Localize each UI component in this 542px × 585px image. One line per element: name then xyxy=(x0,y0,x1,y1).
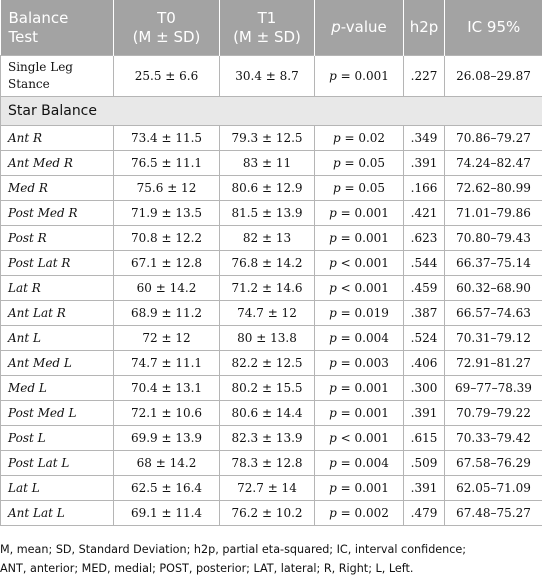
cell-p-text: = 0.05 xyxy=(340,156,386,170)
cell-ic95: 72.91–81.27 xyxy=(445,351,542,376)
header-p-value xyxy=(315,0,404,56)
cell-p-text: = 0.001 xyxy=(336,481,389,495)
cell-test: Lat R xyxy=(1,276,114,301)
table-header xyxy=(1,0,542,56)
cell-p-text: = 0.004 xyxy=(336,456,389,470)
cell-ic95: 67.58–76.29 xyxy=(445,451,542,476)
table-row xyxy=(1,501,542,526)
cell-test: Single Leg Stance xyxy=(1,56,114,97)
cell-h2p: .406 xyxy=(404,351,445,376)
cell-p-value xyxy=(315,151,404,176)
footnote-line-1: M, mean; SD, Standard Deviation; h2p, partial eta-squared; IC, interval confidence; xyxy=(0,543,467,556)
cell-p-value xyxy=(315,326,404,351)
cell-t1: 78.3 ± 12.8 xyxy=(220,451,315,476)
cell-p-text: < 0.001 xyxy=(336,281,389,295)
cell-p-value xyxy=(315,301,404,326)
cell-t0: 69.1 ± 11.4 xyxy=(114,501,220,526)
cell-p-value xyxy=(315,426,404,451)
cell-p-value xyxy=(315,376,404,401)
cell-p-symbol: p xyxy=(329,431,337,445)
cell-h2p: .300 xyxy=(404,376,445,401)
section-row-star-balance xyxy=(1,97,542,126)
table-footnote xyxy=(0,540,542,578)
cell-t0: 75.6 ± 12 xyxy=(114,176,220,201)
cell-ic95: 66.57–74.63 xyxy=(445,301,542,326)
cell-p-text: = 0.001 xyxy=(336,406,389,420)
cell-p-value xyxy=(315,126,404,151)
table-row xyxy=(1,376,542,401)
cell-h2p: .421 xyxy=(404,201,445,226)
cell-ic95: 62.05–71.09 xyxy=(445,476,542,501)
cell-t1: 76.2 ± 10.2 xyxy=(220,501,315,526)
table-row xyxy=(1,176,542,201)
cell-h2p: .479 xyxy=(404,501,445,526)
cell-t0: 73.4 ± 11.5 xyxy=(114,126,220,151)
table-row xyxy=(1,401,542,426)
cell-ic95: 67.48–75.27 xyxy=(445,501,542,526)
cell-h2p: .227 xyxy=(404,56,445,97)
header-p-symbol: p xyxy=(331,18,341,36)
cell-t0: 68.9 ± 11.2 xyxy=(114,301,220,326)
cell-p-symbol: p xyxy=(329,331,337,345)
header-balance-test-line2: Test xyxy=(8,27,39,46)
cell-t1: 71.2 ± 14.6 xyxy=(220,276,315,301)
cell-p-text: = 0.001 xyxy=(336,381,389,395)
cell-test: Post Lat L xyxy=(1,451,114,476)
cell-p-symbol: p xyxy=(332,131,341,145)
cell-t0: 68 ± 14.2 xyxy=(114,451,220,476)
cell-ic95: 70.31–79.12 xyxy=(445,326,542,351)
cell-test: Ant Lat R xyxy=(1,301,114,326)
cell-t0: 76.5 ± 11.1 xyxy=(114,151,220,176)
cell-p-text: = 0.004 xyxy=(336,331,389,345)
cell-ic95: 74.24–82.47 xyxy=(445,151,542,176)
cell-t0: 72 ± 12 xyxy=(114,326,220,351)
table-row xyxy=(1,126,542,151)
cell-t1: 80.2 ± 15.5 xyxy=(220,376,315,401)
cell-test: Lat L xyxy=(1,476,114,501)
cell-test: Ant R xyxy=(1,126,114,151)
cell-p-symbol: p xyxy=(329,206,337,220)
header-t0-line2: (M ± SD) xyxy=(132,27,201,46)
cell-p-value xyxy=(315,451,404,476)
cell-p-symbol: p xyxy=(329,306,337,320)
section-label: Star Balance xyxy=(1,97,542,126)
cell-ic95: 72.62–80.99 xyxy=(445,176,542,201)
cell-ic95: 60.32–68.90 xyxy=(445,276,542,301)
cell-p-value xyxy=(315,476,404,501)
cell-p-value xyxy=(315,276,404,301)
cell-p-value xyxy=(315,351,404,376)
cell-p-text: < 0.001 xyxy=(336,431,389,445)
cell-t1: 81.5 ± 13.9 xyxy=(220,201,315,226)
cell-p-text: = 0.001 xyxy=(336,69,389,83)
cell-p-symbol: p xyxy=(329,256,337,270)
cell-p-symbol: p xyxy=(329,481,337,495)
cell-t0: 70.8 ± 12.2 xyxy=(114,226,220,251)
header-t1-line2: (M ± SD) xyxy=(233,27,301,46)
cell-test: Ant L xyxy=(1,326,114,351)
cell-p-value xyxy=(315,501,404,526)
header-t1-line1: T1 xyxy=(257,8,277,27)
cell-h2p: .391 xyxy=(404,401,445,426)
cell-h2p: .166 xyxy=(404,176,445,201)
header-row xyxy=(1,0,542,56)
cell-t0: 72.1 ± 10.6 xyxy=(114,401,220,426)
cell-p-text: = 0.02 xyxy=(340,131,386,145)
cell-p-value xyxy=(315,56,404,97)
table-row xyxy=(1,226,542,251)
cell-t0: 62.5 ± 16.4 xyxy=(114,476,220,501)
cell-h2p: .459 xyxy=(404,276,445,301)
cell-p-value xyxy=(315,401,404,426)
cell-t1: 80 ± 13.8 xyxy=(220,326,315,351)
cell-t0: 69.9 ± 13.9 xyxy=(114,426,220,451)
header-ic95: IC 95% xyxy=(445,0,542,56)
cell-h2p: .524 xyxy=(404,326,445,351)
table-row xyxy=(1,351,542,376)
cell-h2p: .349 xyxy=(404,126,445,151)
header-p-suffix: -value xyxy=(340,18,387,36)
cell-h2p: .615 xyxy=(404,426,445,451)
cell-t1: 74.7 ± 12 xyxy=(220,301,315,326)
table-body xyxy=(1,56,542,526)
cell-test: Post L xyxy=(1,426,114,451)
cell-p-symbol: p xyxy=(329,231,337,245)
cell-ic95: 70.33–79.42 xyxy=(445,426,542,451)
header-t1 xyxy=(220,0,315,56)
cell-h2p: .391 xyxy=(404,476,445,501)
cell-p-symbol: p xyxy=(329,381,337,395)
header-t0 xyxy=(114,0,220,56)
cell-t0: 67.1 ± 12.8 xyxy=(114,251,220,276)
cell-p-text: < 0.001 xyxy=(336,256,389,270)
header-h2p: h2p xyxy=(404,0,445,56)
table-row xyxy=(1,201,542,226)
cell-p-value xyxy=(315,201,404,226)
cell-p-symbol: p xyxy=(329,456,337,470)
cell-test: Post Med L xyxy=(1,401,114,426)
table-row xyxy=(1,326,542,351)
cell-p-symbol: p xyxy=(332,156,341,170)
cell-t1: 82.3 ± 13.9 xyxy=(220,426,315,451)
cell-t1: 30.4 ± 8.7 xyxy=(220,56,315,97)
cell-p-symbol: p xyxy=(329,506,337,520)
cell-ic95: 71.01–79.86 xyxy=(445,201,542,226)
cell-t0: 60 ± 14.2 xyxy=(114,276,220,301)
cell-t0: 74.7 ± 11.1 xyxy=(114,351,220,376)
cell-test: Med R xyxy=(1,176,114,201)
cell-test: Med L xyxy=(1,376,114,401)
cell-h2p: .544 xyxy=(404,251,445,276)
cell-ic95: 70.80–79.43 xyxy=(445,226,542,251)
cell-p-symbol: p xyxy=(332,181,341,195)
cell-test: Post Lat R xyxy=(1,251,114,276)
table-row xyxy=(1,276,542,301)
cell-ic95: 69–77–78.39 xyxy=(445,376,542,401)
table-row xyxy=(1,251,542,276)
cell-p-symbol: p xyxy=(329,281,337,295)
cell-t1: 82 ± 13 xyxy=(220,226,315,251)
cell-t1: 80.6 ± 14.4 xyxy=(220,401,315,426)
cell-t1: 72.7 ± 14 xyxy=(220,476,315,501)
table-row xyxy=(1,476,542,501)
cell-test: Ant Lat L xyxy=(1,501,114,526)
cell-t0: 71.9 ± 13.5 xyxy=(114,201,220,226)
cell-p-text: = 0.019 xyxy=(336,306,389,320)
cell-p-symbol: p xyxy=(329,406,337,420)
cell-h2p: .623 xyxy=(404,226,445,251)
cell-h2p: .387 xyxy=(404,301,445,326)
cell-test: Post Med R xyxy=(1,201,114,226)
cell-t1: 80.6 ± 12.9 xyxy=(220,176,315,201)
table-row xyxy=(1,151,542,176)
cell-t0: 70.4 ± 13.1 xyxy=(114,376,220,401)
cell-t1: 76.8 ± 14.2 xyxy=(220,251,315,276)
cell-ic95: 70.79–79.22 xyxy=(445,401,542,426)
cell-p-symbol: p xyxy=(329,69,337,83)
header-t0-line1: T0 xyxy=(157,8,176,27)
cell-p-symbol: p xyxy=(329,356,337,370)
cell-h2p: .391 xyxy=(404,151,445,176)
cell-t1: 79.3 ± 12.5 xyxy=(220,126,315,151)
cell-p-text: = 0.05 xyxy=(340,181,386,195)
cell-test: Ant Med R xyxy=(1,151,114,176)
table-row-single-leg-stance xyxy=(1,56,542,97)
cell-t1: 83 ± 11 xyxy=(220,151,315,176)
footnote-line-2: ANT, anterior; MED, medial; POST, posterior; LAT, lateral; R, Right; L, Left. xyxy=(0,562,414,575)
cell-h2p: .509 xyxy=(404,451,445,476)
header-balance-test-line1: Balance xyxy=(8,8,69,27)
cell-p-text: = 0.001 xyxy=(336,206,389,220)
cell-t1: 82.2 ± 12.5 xyxy=(220,351,315,376)
table-row xyxy=(1,426,542,451)
cell-ic95: 70.86–79.27 xyxy=(445,126,542,151)
table-row xyxy=(1,451,542,476)
cell-ic95: 26.08–29.87 xyxy=(445,56,542,97)
cell-test: Post R xyxy=(1,226,114,251)
cell-t0: 25.5 ± 6.6 xyxy=(114,56,220,97)
cell-p-text: = 0.003 xyxy=(336,356,389,370)
header-balance-test xyxy=(1,0,114,56)
cell-p-value xyxy=(315,226,404,251)
cell-p-value xyxy=(315,176,404,201)
cell-p-text: = 0.001 xyxy=(336,231,389,245)
cell-test: Ant Med L xyxy=(1,351,114,376)
cell-p-value xyxy=(315,251,404,276)
cell-ic95: 66.37–75.14 xyxy=(445,251,542,276)
cell-p-text: = 0.002 xyxy=(336,506,389,520)
table-row xyxy=(1,301,542,326)
